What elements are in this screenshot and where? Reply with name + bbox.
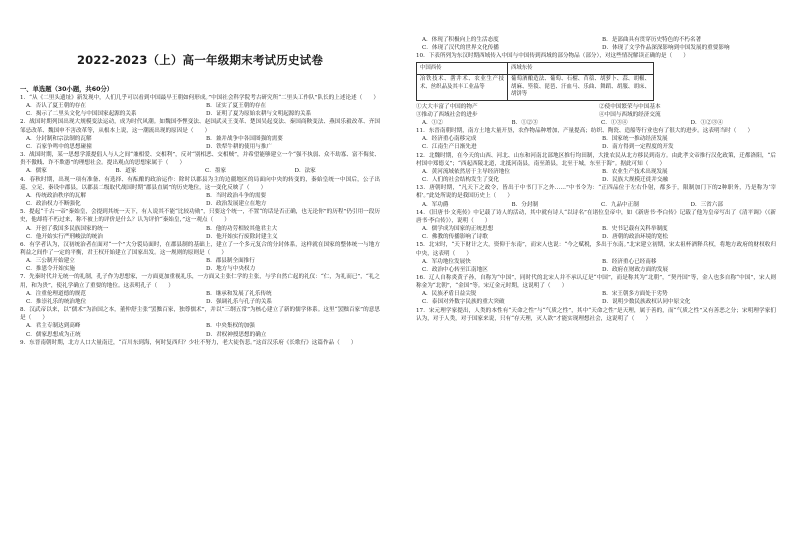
option-b: B．宋王朝多方面处于劣势 [602,291,668,298]
question-13 [416,184,776,208]
option-a: A．君主专制达到高峰 [26,323,81,330]
option-a: A．儒学成为国家的正统思想 [422,226,494,233]
option-d: D．民族大规模迁徙并交融 [602,177,669,184]
question-14 [416,209,776,242]
statement-2: ②使中国繁荣与中国基本 [599,103,661,110]
question-options [422,201,776,209]
option-b: B．继承和发展了礼乐传统 [206,290,272,297]
exchange-table [416,62,654,100]
statement-3: ③推动了西域社会的进步 [416,111,478,118]
option-c: C．九品中正制 [601,201,639,208]
option-d: D．说明少数民族政权认同中原文化 [602,299,691,306]
question-5 [20,208,380,241]
option-c: C．体现了汉代的世界文化传播 [422,45,499,52]
option-d: D．政治发展建立在地方 [206,201,267,208]
question-6 [20,241,380,274]
question-15 [416,241,776,274]
question-stem: 16．辽人自称炎黄子孙，自称为“中国”，同时代的北宋人并不承认辽是“中国”，而是称其为“北朝”，“契丹国”等，金人也多自称“中国”，宋人则称金为“北朝”，“金国”等。宋辽金元时期，这说明了（ ） [416,274,776,290]
option-a: A．注重伦理道德的规范 [26,290,86,297]
question-options [26,225,380,241]
question-options [26,290,380,306]
option-c: C．百家争鸣中的思想碰撞 [26,143,92,150]
question-stem: 12．北魏时期，在今天的山西、河北、山东和河南北部地区推行均田制，大批农民从北方移民到南方。由此孝文帝推行汉化政策，迁都洛阳，“后村国中郑德义”；“西起西陵北道，北抵河南县，南至萧县，北至于城，东至于海”。据此可知（ ） [416,152,776,167]
option-a: A．民族矛盾日益尖锐 [422,291,477,298]
question-stem: 3．战国时期，某一思想学派提倡人与人之间“兼相爱、交相利”，反对“别相恶、交相贼”，并希望能够建立一个“强不执弱、众不劫寡、富不侮贫、贵不傲贱、诈不欺愚”的理想社会。提出观点的思想家属于（ ） [20,152,380,167]
question-11 [416,127,776,151]
question-9-options [416,36,776,52]
option-b: B．郡县制全面推行 [206,258,255,265]
question-stem: 17．宋元理学家提出，人类的本性有“天命之性”与“气质之性”，其中“天命之性”是天理，属于善的，而“气质之性”又有善恶之分；宋明理学家们认为，对于人类，对于国家来说，只有“存天理，灭人欲”才能实现理想社会，这说明了（ ） [416,307,776,322]
option-b: B．史书记载有关科举制度 [602,226,668,233]
question-8 [20,306,380,339]
question-4 [20,176,380,209]
question-17 [416,307,776,323]
option-c: C．①③④ [601,120,628,126]
question-10 [416,52,776,127]
option-a: A．儒家 [26,168,47,175]
question-2 [20,118,380,151]
option-c: C．江南生产日渐先进 [422,144,477,151]
option-c: C．泰国对外数字民族的重大突破 [422,299,505,306]
option-b: B．兼并战争中各国图强的需要 [206,135,283,142]
option-a: A．否认了夏王朝的存在 [26,103,86,110]
option-c: C．政治权力不断强化 [26,201,81,208]
option-c: C．人们的社会结构发生了变化 [422,177,499,184]
question-stem: 1．“从《二里头遗址》新发现中，人们几乎可以看到中国最早王朝如何形成。”中国社会科学院考古研究所“二里头工作队”队长的上述论述（ ） [20,95,380,101]
section-heading: 一、单选题（30小题，共60分） [20,86,114,93]
option-a: A．开创了我国多民族国家的统一 [26,225,109,232]
statement-4: ④中国与西域的经济交流 [599,111,661,118]
question-options [26,257,380,273]
question-options [422,135,776,151]
question-stem: 11．东晋南朝时期，南方土地大量开垦，农作物品种增加，产量提高；纺织、陶瓷、造船等行业也有了很大的进步。这表明当时（ ） [416,128,754,135]
page-title: 2022-2023（上）高一年级期末考试历史试卷 [76,53,324,67]
question-stem: 6．有学者认为，汉初统治者在面对“一个”大分裂局面时，在郡县制的基础上，建立了一个多元复合的分封体系，这样就在国家的整体统一与地方利益之间作了一定的平衡，君王权开始建立了国家出发。这一规则的原则是（ ） [20,241,380,256]
option-a: A．三公制开始建立 [26,258,75,265]
question-options [422,258,776,274]
option-d: D．证明了夏为原始农耕与文明起源的关系 [206,111,312,118]
option-a: A．体现了积极向上的生活态度 [422,37,499,43]
question-16 [416,274,776,307]
option-c: C．佛教的传播影响了诗歌 [422,234,488,241]
question-statements [416,103,776,119]
question-options [26,135,380,151]
option-b: B．分封制 [511,201,538,208]
option-c: C．墨家 [205,168,227,175]
option-b: B．中央集权的加强 [206,323,255,330]
statement-1: ①大大丰富了中国的物产 [416,103,478,110]
option-d: D．君权神授思想的确立 [206,331,267,338]
question-stem: 10．下表所列为东汉时期西域传入中国与中国传到西域的部分物品（部分），对这些情况解读正确的是（ ） [416,53,689,60]
option-b: B．经济重心已经南移 [602,258,657,265]
option-d: D．南方得到一定程度的开发 [602,144,674,151]
table-cell-east: 葡萄酒酿造法、葡萄、石榴、苜蓿、胡萝卜、蒜、胡椒、胡麻、箜篌、琵琶、汗血马、乐曲、舞蹈、胡服、胡床、胡饼等 [508,75,654,100]
option-c: C．他开始实行严刑峻法的统治 [26,233,103,240]
option-b: B．农业生产技术出现发展 [602,168,668,175]
question-stem: 13．唐朝时期，“凡天下之政令，皆出于中书门下之外……”中书令为：“正四品位于左右仆射，都多于，限制加门下的2种职务，乃是称为‘宰相’。”此处所说的是我国历史上（ ） [416,185,776,200]
option-d: D．强调礼乐与孔子的关系 [206,298,273,305]
option-d: D．①②③④ [690,120,723,126]
option-b: B．国家统一推动经济发展 [602,136,668,143]
option-c: C．推崇礼乐的统治地位 [26,298,87,305]
option-a: A．分封制和宗法制的瓦解 [26,135,92,142]
table-header-west: 中国西传 [417,63,508,75]
question-options [26,192,380,208]
left-column [20,0,380,549]
table-header-east: 西域东传 [508,63,654,75]
option-a: A．军功爵 [422,201,449,208]
option-d: D．地方与中央权力 [206,266,256,273]
option-d: D．三省六部 [690,201,723,208]
question-options [26,102,380,118]
option-a: A．军功地位发展快 [422,258,471,265]
option-b: B．①②③ [511,120,538,126]
question-stem: 14．《旧唐书·文苑传》中记载了诗人的活动，其中就有诗人“以诗名”在诸位皇帝中，如《新唐书·李白传》记载了他为皇帝写出了《清平调》（《新唐书·李白传》），说明（ ） [416,209,776,224]
option-c: C．政治中心转至江南地区 [422,266,488,273]
question-options [422,168,776,184]
question-options [26,322,380,338]
question-1 [20,94,380,118]
option-b: B．道家 [115,168,137,175]
question-stem: 15．北宋时，“天下财计之大，资仰于东南”，而宋人也说：“今之赋税，多出于东南。”北宋建立初期，宋太祖杯酒释兵权，将地方政府的财权收归中央，这表明（ ） [416,242,776,257]
option-d: D．法家 [294,168,316,175]
table-cell-west: 冶铁技术、凿井术、农业生产技术、丝织品及其丰工业品等 [417,75,508,100]
option-a: A．黄河流域依然居于主导经济地位 [422,168,510,175]
question-stem: 7．先秦时代并无统一的礼制，孔子作为思想家，一方面更加重视礼乐，一方面又主张仁学的主张，与学自然亡起的礼仪：“仁，为礼而已”，“礼之用，和为贵”，使礼学确立了重要的地位。这表明孔子（ ） [20,274,380,289]
question-7 [20,273,380,306]
question-3 [20,151,380,175]
question-options [422,119,776,127]
question-options [422,225,776,241]
option-d: D．他开始实行废除封建主义 [206,233,278,240]
right-column [416,0,776,549]
question-stem: 5．提起“千古一帝”秦始皇，会提到其统一天下，有人说其不能“比较功勋”，只要这个统一，不置“的话是否正确，也无论你”的历程”仍引用一段历史，他却将不朽过来，称不被上的评价是什么？认为评价“秦始皇，”这一观点（ ） [20,209,380,224]
option-b: B．是部曲具有贯穿历史特色的不朽名著 [602,37,702,43]
option-a: A．经济重心南移完成 [422,136,477,143]
question-stem: 2．战国时期列国出现大规模变法运动，成为时代风潮。如魏国李悝变法、赵国武灵王变革、楚国吴起变法、秦国商鞅变法、燕国乐毅改革、齐国邹忌改革、魏国申不害改革等，从根本上说，这一潮流出现的原因是（ ） [20,119,380,134]
question-stem: 4．春秋时期，出现一项有准备、有选择、有酝酿的政治运作：除时以郡县为主的边疆地区的局面向中央的转变的，秦始皇统一中国后，公子出巡、立足、秦设中郡县，以郡县二级取代战国时期“郡县直属”的历史地位，这一变化反映了（ ） [20,176,380,191]
option-d: D．政府在财政方面的发展 [602,266,669,273]
option-a: A．传统政治秩序的瓦解 [26,192,86,199]
option-c: C．揭示了二里头文化与中国国家起源的关系 [26,111,137,118]
question-options [26,167,380,175]
question-stem: 9．东晋南朝时期，北方人口大量南迁，“百川东到海，何时复西归？少壮不努力，老大徒伤悲。”这首汉乐府《长歌行》这篇作品（ ） [20,339,357,346]
option-b: B．他的功劳相较其他君主大 [206,225,278,232]
question-12 [416,152,776,185]
option-d: D．体现了文学作品深深影响到中国发展的重要影响 [602,45,730,52]
option-d: D．唐朝的政治环境的宽松 [602,234,669,241]
option-a: A．①② [422,120,443,126]
question-9 [20,339,380,347]
question-options [422,290,776,306]
question-stem: 8．汉武帝以来，以“儒术”为治国之本，董仲舒主张“罢黜百家，独尊儒术”，并以“三纲五常”为核心建立了新的儒学体系。这里“罢黜百家”的意思是（ ） [20,307,380,322]
option-c: C．儒家思想成为正统 [26,331,81,338]
option-b: B．证实了夏王朝的存在 [206,103,267,110]
option-d: D．铁犁牛耕的使用与推广 [206,143,273,150]
option-b: B．当时政治斗争的需要 [206,192,267,199]
option-c: C．推恩令开始实施 [26,266,76,273]
question-options [422,36,776,52]
